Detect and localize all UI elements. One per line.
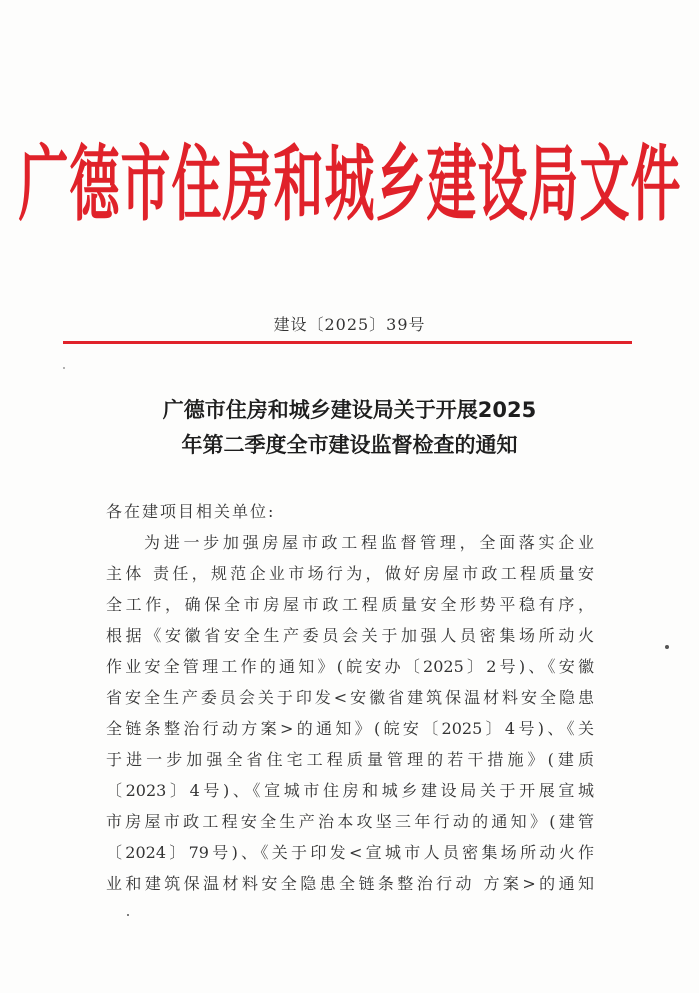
body-text-line: 市房屋市政工程安全生产治本攻坚三年行动的通知》(建管 xyxy=(106,812,594,831)
body-text-line: 根据《安徽省安全生产委员会关于加强人员密集场所动火 xyxy=(106,626,594,645)
body-text-line: 为进一步加强房屋市政工程监督管理，全面落实企业 xyxy=(144,533,594,552)
body-text-line: 作业安全管理工作的通知》(皖安办〔2025〕2号)、《安徽 xyxy=(106,657,594,676)
red-divider-line xyxy=(63,341,632,344)
document-title xyxy=(0,393,699,463)
letterhead xyxy=(18,126,682,233)
body-text-line: 〔2023〕4号)、《宣城市住房和城乡建设局关于开展宣城 xyxy=(106,781,594,800)
body-text-line: 〔2024〕79号)、《关于印发<宣城市人员密集场所动火作 xyxy=(106,843,594,862)
body-text-line: 省安全生产委员会关于印发<安徽省建筑保温材料安全隐患 xyxy=(106,688,594,707)
document-number: 建设〔2025〕39号 xyxy=(273,315,426,334)
document-title-line-2: 年第二季度全市建设监督检查的通知 xyxy=(181,433,518,457)
document-title-line-1: 广德市住房和城乡建设局关于开展2025 xyxy=(162,398,537,422)
body-text-line: 业和建筑保温材料安全隐患全链条整治行动 方案>的通知 xyxy=(106,874,594,893)
scan-speck xyxy=(665,645,669,649)
scan-speck xyxy=(63,367,65,369)
body-text-line: 主体 责任，规范企业市场行为，做好房屋市政工程质量安 xyxy=(106,564,594,583)
body-text-line: 全工作，确保全市房屋市政工程质量安全形势平稳有序， xyxy=(106,595,594,614)
body-text-line: 于进一步加强全省住宅工程质量管理的若干措施》(建质 xyxy=(106,750,594,769)
body-text-line: 全链条整治行动方案>的通知》(皖安〔2025〕4号)、《关 xyxy=(106,719,594,738)
salutation: 各在建项目相关单位: xyxy=(106,502,276,521)
scan-speck xyxy=(127,914,129,916)
letterhead-title: 广德市住房和城乡建设局文件 xyxy=(18,136,682,233)
